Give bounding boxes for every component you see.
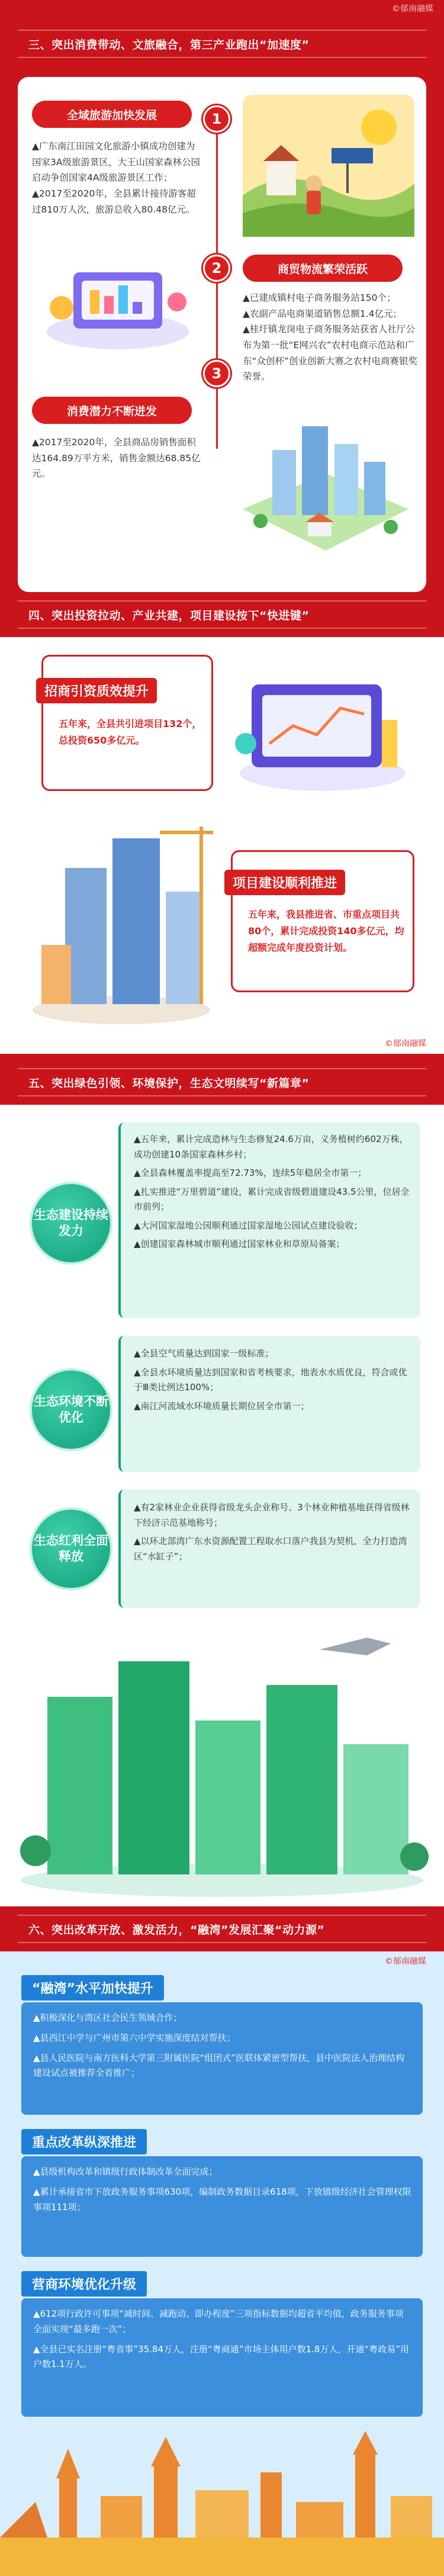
consumption-text	[32, 435, 204, 482]
step-number-1: 1	[203, 105, 230, 133]
eco-item: ▲扎实推进“万里碧道”建设，累计完成省级碧道建设43.5公里，位居全市前列；	[134, 1186, 410, 1212]
dividend-label: 生态红利全面释放	[30, 1507, 112, 1590]
skyline-illustration	[0, 2431, 444, 2576]
bay-item: ▲积极深化与湾区社会民生领域合作；	[33, 2012, 182, 2023]
section6-title-text: 六、突出改革开放、激发活力，“融湾”发展汇聚“动力源”	[28, 1923, 325, 1937]
bay-label: “融湾”水平加快提升	[21, 1975, 164, 2001]
title-frame	[18, 1915, 426, 1943]
commerce-text	[243, 290, 420, 385]
tourism-p1: ▲广东南江田园文化旅游小镇成功创建为国家3A级旅游景区，大王山国家森林公园启动争创国家4A级旅游景区工作；	[32, 141, 200, 184]
business-item: ▲612项行政许可事项“减时间、减跑动、即办程度”三项指标数据均超省平均值，政务服务事项全面实现“最多跑一次”；	[33, 2308, 404, 2334]
commerce-p3: ▲桂圩镇龙岗电子商务服务站获省人社厅公布为第一批“E网兴农”农村电商示范站和广东“众创杯”创业创新大赛之农村电商赛银奖荣誉。	[243, 324, 418, 382]
title-frame	[18, 1068, 426, 1096]
watermark: ©郁南融媒	[392, 4, 433, 14]
consumption-label: 消费潜力不断迸发	[32, 397, 192, 424]
tourism-illustration	[243, 95, 414, 237]
construction-illustration	[24, 815, 219, 1028]
env-panel	[118, 1336, 420, 1472]
commerce-label: 商贸物流繁荣活跃	[243, 255, 403, 282]
investment-illustration	[228, 649, 417, 797]
section4-title	[0, 592, 444, 637]
dividend-panel	[118, 1490, 420, 1608]
env-item: ▲全县水环境质量达到国家和省考核要求，地表水水质优良，符合或优于Ⅲ类比例达100%；	[134, 1366, 407, 1392]
section5-title	[0, 1060, 444, 1105]
title-frame	[18, 30, 426, 58]
projects-text: 五年来，我县推进省、市重点项目共80个，累计完成投资140多亿元，均超额完成年度投资计划。	[248, 909, 404, 953]
bay-panel	[21, 2002, 423, 2115]
business-panel	[21, 2298, 423, 2417]
eco-panel	[118, 1123, 420, 1318]
commerce-p2: ▲农副产品电商渠道销售总额1.4亿元；	[243, 308, 403, 319]
section6-body	[0, 1951, 444, 2576]
section5-body	[0, 1105, 444, 1906]
section5-title-text: 五、突出绿色引领、环境保护，生态文明续写“新篇章”	[28, 1076, 310, 1090]
section3-title	[0, 21, 444, 66]
dividend-items	[134, 1500, 412, 1564]
business-items	[33, 2307, 412, 2372]
eco-item: ▲全县森林覆盖率提高至72.73%，连续5年稳居全市第一；	[134, 1168, 367, 1178]
dividend-item: ▲有2家林业企业获得省级龙头企业称号、3个林业种植基地获得省级林下经济示范基地称号；	[134, 1502, 410, 1528]
env-item: ▲全县空气质量达到国家一级标准；	[134, 1348, 274, 1359]
consumption-p1: ▲2017至2020年，全县商品房销售面积达164.89万平方米，销售金额达68.85亿元。	[32, 437, 201, 480]
title-frame	[18, 600, 426, 629]
env-items	[134, 1346, 412, 1414]
bay-items	[33, 2011, 412, 2081]
env-item: ▲南江河流域水环境质量长期位居全市第一；	[134, 1400, 310, 1411]
section3-card	[18, 77, 426, 592]
eco-item: ▲创建国家森林城市顺利通过国家林业和草原局备案；	[134, 1239, 345, 1249]
bay-item: ▲县人民医院与南方医科大学第三附属医院“组团式”医联体紧密型帮扶，县中医院法人治理结构建设试点被推荐全省推广；	[33, 2052, 405, 2079]
watermark: ©郁南融媒	[385, 1039, 426, 1049]
invest-text: 五年来，全县共引进项目132个，总投资650多亿元。	[59, 718, 202, 746]
section4-body	[0, 637, 444, 1054]
city-illustration	[237, 409, 414, 562]
projects-label: 项目建设顺利推进	[224, 870, 345, 895]
eco-items	[134, 1132, 412, 1252]
section6-title	[0, 1906, 444, 1951]
reform-label: 重点改革纵深推进	[21, 2129, 147, 2154]
reform-item: ▲县级机构改革和镇级行政体制改革全面完成；	[33, 2166, 218, 2177]
tourism-p2: ▲2017至2020年，全县累计接待游客超过810万人次，旅游总收入80.48亿元。	[32, 188, 196, 215]
business-label: 营商环境优化升级	[21, 2271, 147, 2297]
commerce-p1: ▲已建成镇村电子商务服务站150个；	[243, 292, 396, 303]
env-label: 生态环境不断优化	[30, 1368, 112, 1451]
tourism-label: 全域旅游加快发展	[32, 101, 192, 128]
reform-items	[33, 2165, 412, 2215]
section4-title-text: 四、突出投资拉动、产业共建，项目建设按下“快进键”	[28, 609, 310, 622]
eco-item: ▲五年来，累计完成造林与生态修复24.6万亩，义务植树约602万株，成功创建10条国家森林乡村；	[134, 1134, 408, 1160]
business-item: ▲全县已实名注册“粤省事”35.84万人，注册“粤商通”市场主体用户数1.8万人，开通“粤政易”用户数1.1万人。	[33, 2343, 409, 2370]
invest-frame	[41, 655, 213, 791]
reform-panel	[21, 2156, 423, 2257]
eco-label: 生态建设持续发力	[30, 1182, 112, 1265]
tourism-text	[32, 139, 204, 217]
section3-title-text: 三、突出消费带动、文旅融合，第三产业跑出“加速度”	[28, 38, 310, 52]
commerce-illustration	[32, 237, 204, 355]
invest-label: 招商引资质效提升	[36, 678, 157, 703]
reform-item: ▲累计承接省市下放政务服务事项630项，编制政务数据目录618项，下放镇级经济社会管理权限事项111项；	[33, 2186, 411, 2212]
dividend-item: ▲以环北部湾广东水资源配置工程取水口落户我县为契机，全力打造湾区“水缸子”；	[134, 1536, 407, 1562]
green-city-illustration	[12, 1626, 432, 1898]
bay-item: ▲县西江中学与广州市第六中学实施深度结对帮扶；	[33, 2032, 236, 2043]
step-number-2: 2	[203, 255, 230, 282]
step-number-3: 3	[203, 360, 230, 387]
eco-item: ▲大河国家湿地公园顺利通过国家湿地公园试点建设验收；	[134, 1220, 363, 1231]
watermark: ©郁南融媒	[385, 1957, 426, 1966]
projects-frame	[231, 850, 414, 992]
timeline-line	[216, 117, 218, 449]
